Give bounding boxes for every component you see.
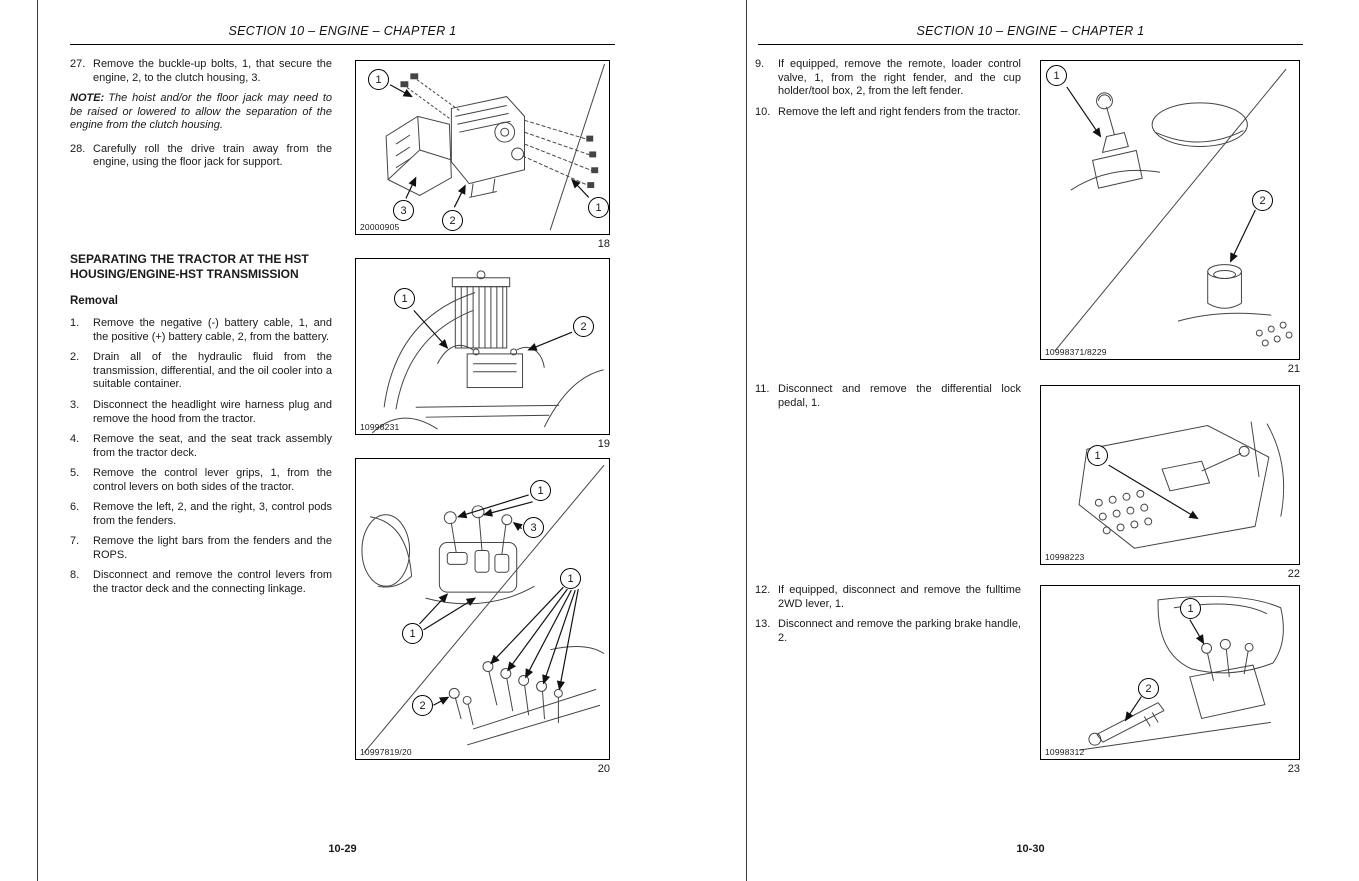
figure-number: 20 [597, 763, 610, 775]
callout-number: 2 [1259, 194, 1266, 207]
procedure-step-4 [70, 433, 332, 460]
removal-subheading: Removal [70, 295, 118, 308]
step-text: If equipped, remove the remote, loader control valve, 1, from the right fender, and the cup holder/tool box, 2, from the left fender. [778, 58, 1021, 98]
step-text: Disconnect the headlight wire harness plug and remove the hood from the tractor. [93, 398, 332, 425]
parking-brake-illustration [1041, 586, 1299, 759]
figure-22 [1040, 385, 1300, 565]
callout-number: 1 [1053, 69, 1060, 82]
callout-balloon [530, 480, 551, 501]
step-text: Disconnect and remove the parking brake handle, 2. [778, 618, 1021, 644]
procedure-step-10 [755, 106, 1021, 120]
header-rule-left [70, 44, 615, 45]
step-number: 12. [755, 584, 771, 596]
figure-19 [355, 258, 610, 435]
header-rule-right [758, 44, 1303, 45]
step-text: Remove the control lever grips, 1, from the control levers on both sides of the tractor. [93, 467, 332, 493]
step-number: 1. [70, 317, 80, 330]
step-text: Remove the left and right fenders from the tractor. [778, 105, 1021, 118]
battery-radiator-illustration [356, 259, 609, 434]
text-column-right-mid [755, 383, 1021, 417]
text-column-left [70, 58, 332, 603]
procedure-step-27 [70, 58, 332, 85]
callout-number: 1 [595, 201, 602, 214]
differential-lock-pedal-illustration [1041, 386, 1299, 564]
step-number: 11. [755, 383, 770, 395]
step-number: 6. [70, 501, 80, 514]
figure-number: 18 [597, 238, 610, 250]
callout-number: 1 [1187, 602, 1194, 615]
callout-number: 2 [580, 320, 587, 333]
figure-23 [1040, 585, 1300, 760]
procedure-step-12 [755, 584, 1021, 611]
photo-id: 10997819/20 [360, 747, 412, 757]
figure-number: 23 [1287, 763, 1300, 775]
note-text: The hoist and/or the floor jack may need to be raised or lowered to allow the separation of the engine from the clutch housing. [70, 92, 332, 132]
text-column-right-bottom [755, 584, 1021, 652]
running-header-right: SECTION 10 – ENGINE – CHAPTER 1 [916, 24, 1145, 38]
text-column-right-top [755, 58, 1021, 126]
procedure-step-3 [70, 399, 332, 426]
callout-number: 1 [1094, 449, 1101, 462]
photo-id: 10998223 [1045, 552, 1085, 562]
procedure-step-1 [70, 317, 332, 344]
step-number: 2. [70, 351, 80, 364]
page-number-footer-right: 10-30 [1016, 843, 1045, 855]
procedure-step-9 [755, 58, 1021, 99]
procedure-step-11 [755, 383, 1021, 410]
step-number: 28. [70, 142, 86, 155]
procedure-step-2 [70, 351, 332, 392]
callout-number: 2 [1145, 682, 1152, 695]
step-text: Remove the negative (-) battery cable, 1, and the positive (+) battery cable, 2, from the battery. [93, 317, 332, 343]
step-text: Drain all of the hydraulic fluid from the transmission, differential, and the oil cooler into a suitable container. [93, 351, 332, 391]
page-edge-line [746, 0, 747, 881]
callout-number: 2 [449, 214, 456, 227]
procedure-step-28 [70, 143, 332, 170]
step-number: 10. [755, 105, 771, 118]
note-paragraph [70, 92, 332, 133]
callout-number: 2 [419, 699, 426, 712]
procedure-step-6 [70, 501, 332, 528]
callout-balloon [1046, 65, 1067, 86]
callout-number: 1 [537, 484, 544, 497]
callout-balloon [588, 197, 609, 218]
callout-balloon [1180, 598, 1201, 619]
step-number: 13. [755, 618, 771, 631]
callout-balloon [1252, 190, 1273, 211]
callout-number: 3 [400, 204, 407, 217]
callout-balloon [1087, 445, 1108, 466]
step-text: Remove the light bars from the fenders and the ROPS. [93, 535, 332, 561]
step-number: 27. [70, 58, 86, 70]
figure-number: 21 [1287, 363, 1300, 375]
note-label: NOTE: [70, 92, 105, 105]
figure-18 [355, 60, 610, 235]
callout-balloon [412, 695, 433, 716]
callout-number: 3 [530, 521, 537, 534]
step-text: Remove the buckle-up bolts, 1, that secure the engine, 2, to the clutch housing, 3. [93, 58, 332, 84]
callout-number: 1 [401, 292, 408, 305]
callout-number: 1 [409, 627, 416, 640]
callout-balloon [402, 623, 423, 644]
callout-number: 1 [375, 73, 382, 86]
figure-21 [1040, 60, 1300, 360]
callout-balloon [573, 316, 594, 337]
step-text: Disconnect and remove the differential lock pedal, 1. [778, 383, 1021, 409]
figure-20 [355, 458, 610, 760]
step-text: Carefully roll the drive train away from the engine, using the floor jack for support. [93, 142, 332, 169]
step-text: Remove the seat, and the seat track assembly from the tractor deck. [93, 433, 332, 459]
photo-id: 10998312 [1045, 747, 1085, 757]
page-edge-line [37, 0, 38, 881]
figure-number: 19 [597, 438, 610, 450]
callout-balloon [560, 568, 581, 589]
step-text: Remove the left, 2, and the right, 3, control pods from the fenders. [93, 501, 332, 527]
procedure-step-13 [755, 618, 1021, 645]
callout-balloon [394, 288, 415, 309]
step-number: 8. [70, 569, 80, 582]
control-levers-illustration [356, 459, 609, 759]
section-heading: SEPARATING THE TRACTOR AT THE HST HOUSING/ENGINE-HST TRANSMISSION [70, 251, 309, 282]
photo-id: 20000905 [360, 222, 400, 232]
step-number: 7. [70, 535, 80, 548]
callout-balloon [393, 200, 414, 221]
callout-number: 1 [567, 572, 574, 585]
callout-balloon [442, 210, 463, 231]
procedure-step-5 [70, 467, 332, 494]
page-number-footer-left: 10-29 [328, 843, 357, 855]
step-number: 3. [70, 398, 80, 411]
callout-balloon [1138, 678, 1159, 699]
step-number: 4. [70, 433, 80, 446]
callout-balloon [523, 517, 544, 538]
step-number: 9. [755, 58, 765, 70]
step-text: If equipped, disconnect and remove the fulltime 2WD lever, 1. [778, 584, 1021, 610]
photo-id: 10998371/8229 [1045, 347, 1107, 357]
step-text: Disconnect and remove the control levers from the tractor deck and the connecting linkage. [93, 569, 332, 595]
procedure-step-7 [70, 535, 332, 562]
photo-id: 10998231 [360, 422, 400, 432]
running-header-left: SECTION 10 – ENGINE – CHAPTER 1 [228, 24, 457, 38]
procedure-step-8 [70, 569, 332, 596]
callout-balloon [368, 69, 389, 90]
figure-number: 22 [1287, 568, 1300, 580]
step-number: 5. [70, 467, 80, 480]
